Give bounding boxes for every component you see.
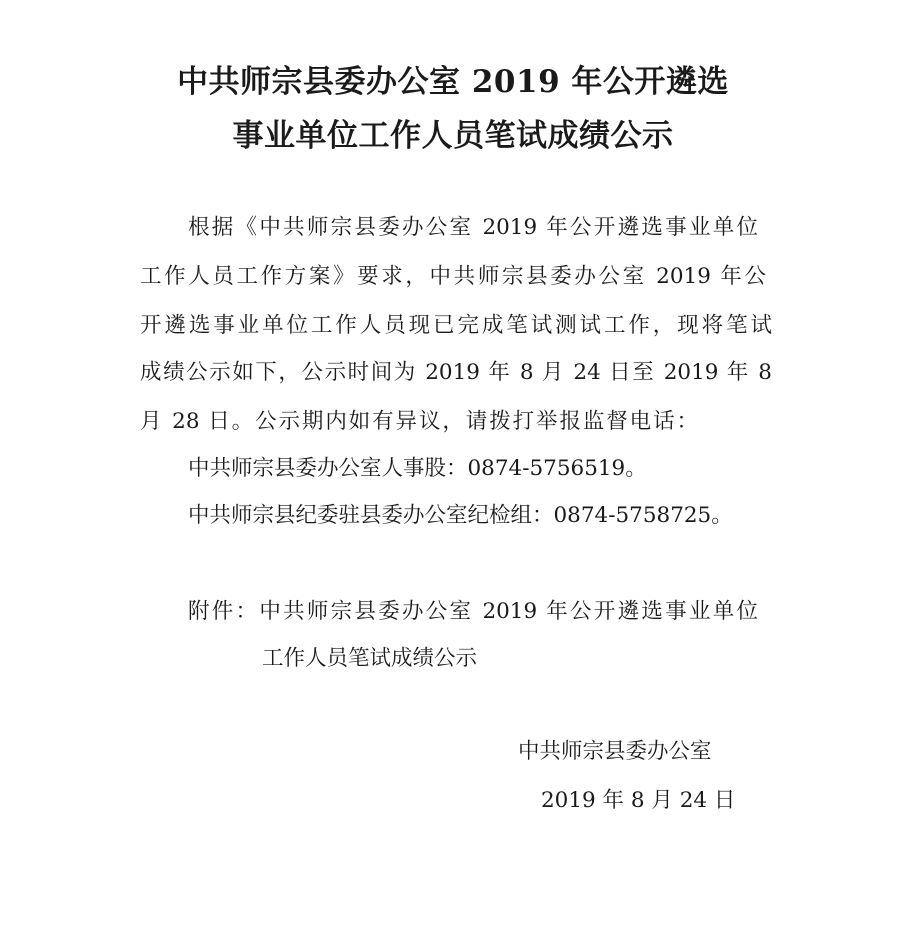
- body-line-5: 月 28 日。公示期内如有异议，请拨打举报监督电话：: [140, 409, 698, 434]
- body-line-4: 成绩公示如下，公示时间为 2019 年 8 月 24 日至 2019 年 8: [140, 360, 772, 385]
- contact-discipline-line: 中共师宗县纪委驻县委办公室纪检组：0874-5758725。: [188, 503, 733, 528]
- contact-hr-line: 中共师宗县委办公室人事股：0874-5756519。: [188, 456, 647, 481]
- document-title-line-2: 事业单位工作人员笔试成绩公示: [232, 118, 674, 154]
- signature-date: 2019 年 8 月 24 日: [541, 788, 736, 813]
- document-title-line-1: 中共师宗县委办公室 2019 年公开遴选: [177, 64, 729, 100]
- signature-org: 中共师宗县委办公室: [518, 739, 712, 764]
- body-line-1: 根据《中共师宗县委办公室 2019 年公开遴选事业单位: [188, 215, 758, 240]
- body-line-3: 开遴选事业单位工作人员现已完成笔试测试工作，现将笔试: [140, 313, 772, 338]
- attachment-line-2: 工作人员笔试成绩公示: [262, 646, 478, 671]
- body-line-2: 工作人员工作方案》要求，中共师宗县委办公室 2019 年公: [140, 264, 766, 289]
- attachment-line-1: 附件：中共师宗县委办公室 2019 年公开遴选事业单位: [188, 599, 758, 624]
